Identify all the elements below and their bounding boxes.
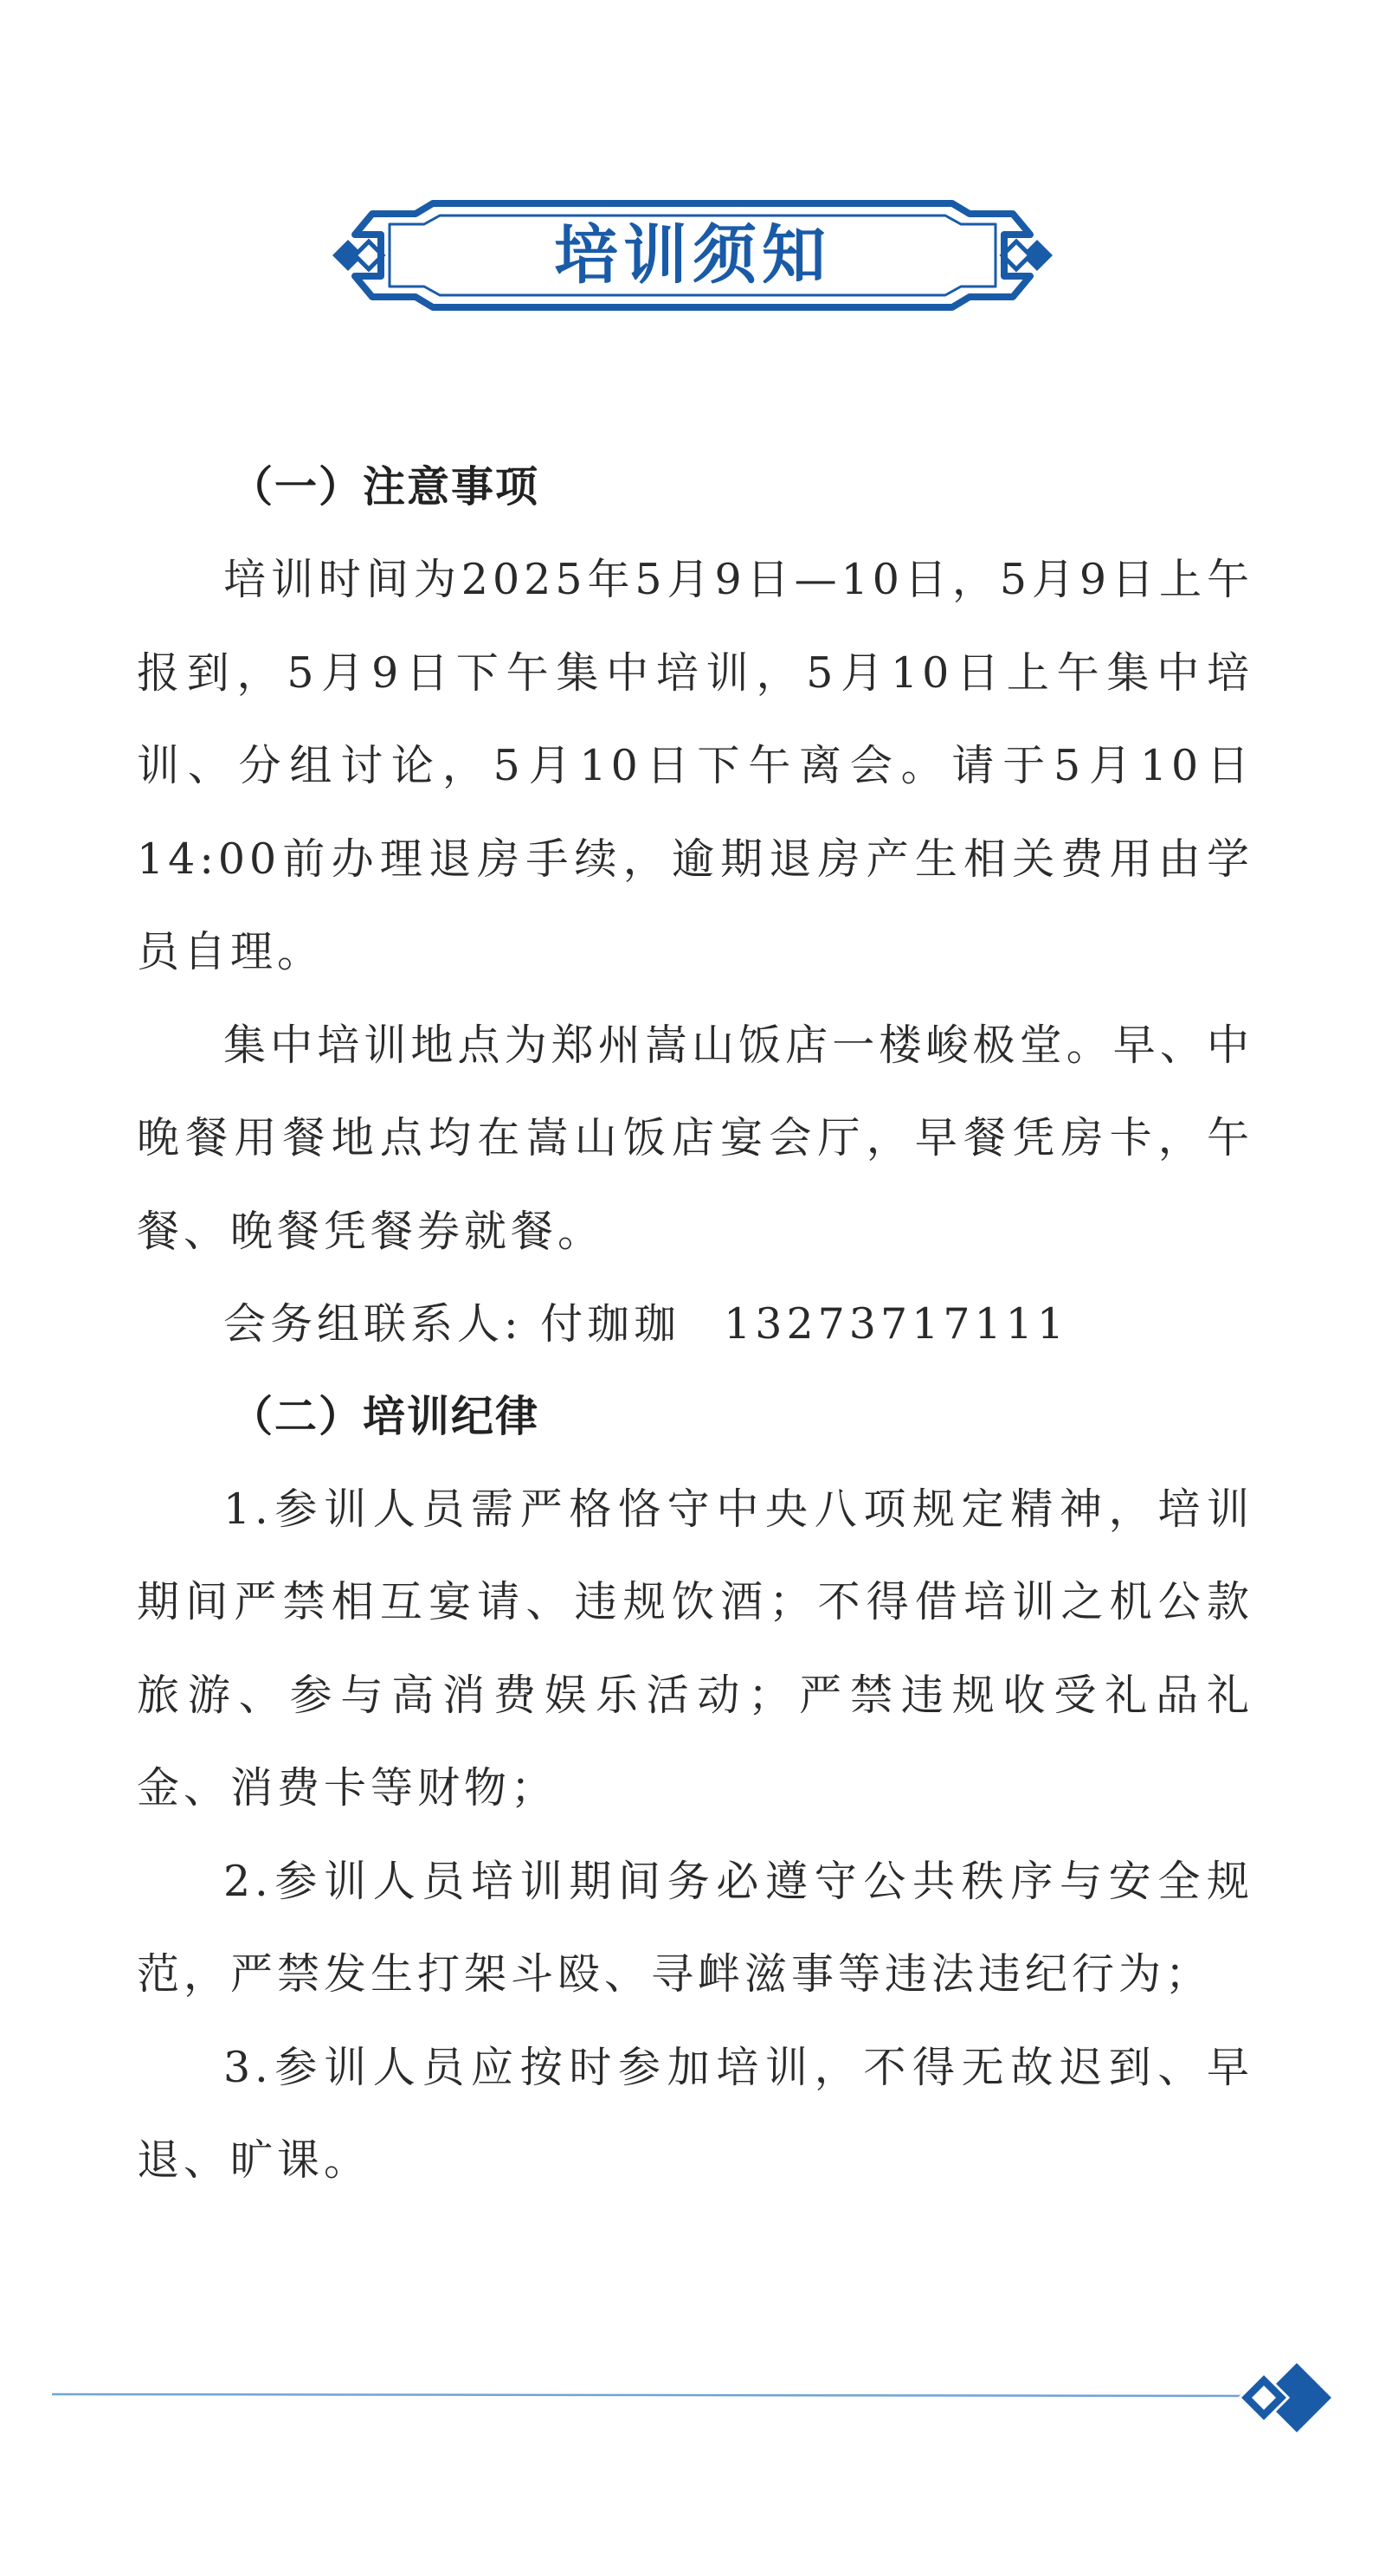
- notice-body: [137, 441, 1253, 2207]
- contact-label: 会务组联系人: 付珈珈: [223, 1299, 681, 1349]
- paragraph-venue: 集中培训地点为郑州嵩山饭店一楼峻极堂。早、中晚餐用餐地点均在嵩山饭店宴会厅，早餐凭房卡，午餐、晚餐凭餐券就餐。: [137, 1020, 1253, 1256]
- footer-divider: [52, 2350, 1333, 2437]
- diamond-ornament-icon: [52, 2350, 1333, 2437]
- discipline-item-2: 2.参训人员培训期间务必遵守公共秩序与安全规范，严禁发生打架斗殴、寻衅滋事等违法违纪行为；: [137, 1856, 1253, 1999]
- paragraph-schedule: 培训时间为2025年5月9日—10日，5月9日上午报到，5月9日下午集中培训，5月10日上午集中培训、分组讨论，5月10日下午离会。请于5月10日14:00前办理退房手续，逾期退房产生相关费用由学员自理。: [137, 555, 1253, 976]
- page-title: 培训须知: [554, 218, 831, 293]
- section-heading-discipline: （二）培训纪律: [230, 1391, 540, 1441]
- title-banner: [329, 195, 1056, 316]
- discipline-item-3: 3.参训人员应按时参加培训，不得无故迟到、早退、旷课。: [137, 2042, 1253, 2185]
- contact-line: [137, 1278, 1253, 1371]
- discipline-item-1: 1.参训人员需严格恪守中央八项规定精神，培训期间严禁相互宴请、违规饮酒；不得借培训之机公款旅游、参与高消费娱乐活动；严禁违规收受礼品礼金、消费卡等财物；: [137, 1484, 1253, 1813]
- section-heading-notes: （一）注意事项: [230, 462, 540, 512]
- contact-phone: 13273717111: [724, 1299, 1069, 1349]
